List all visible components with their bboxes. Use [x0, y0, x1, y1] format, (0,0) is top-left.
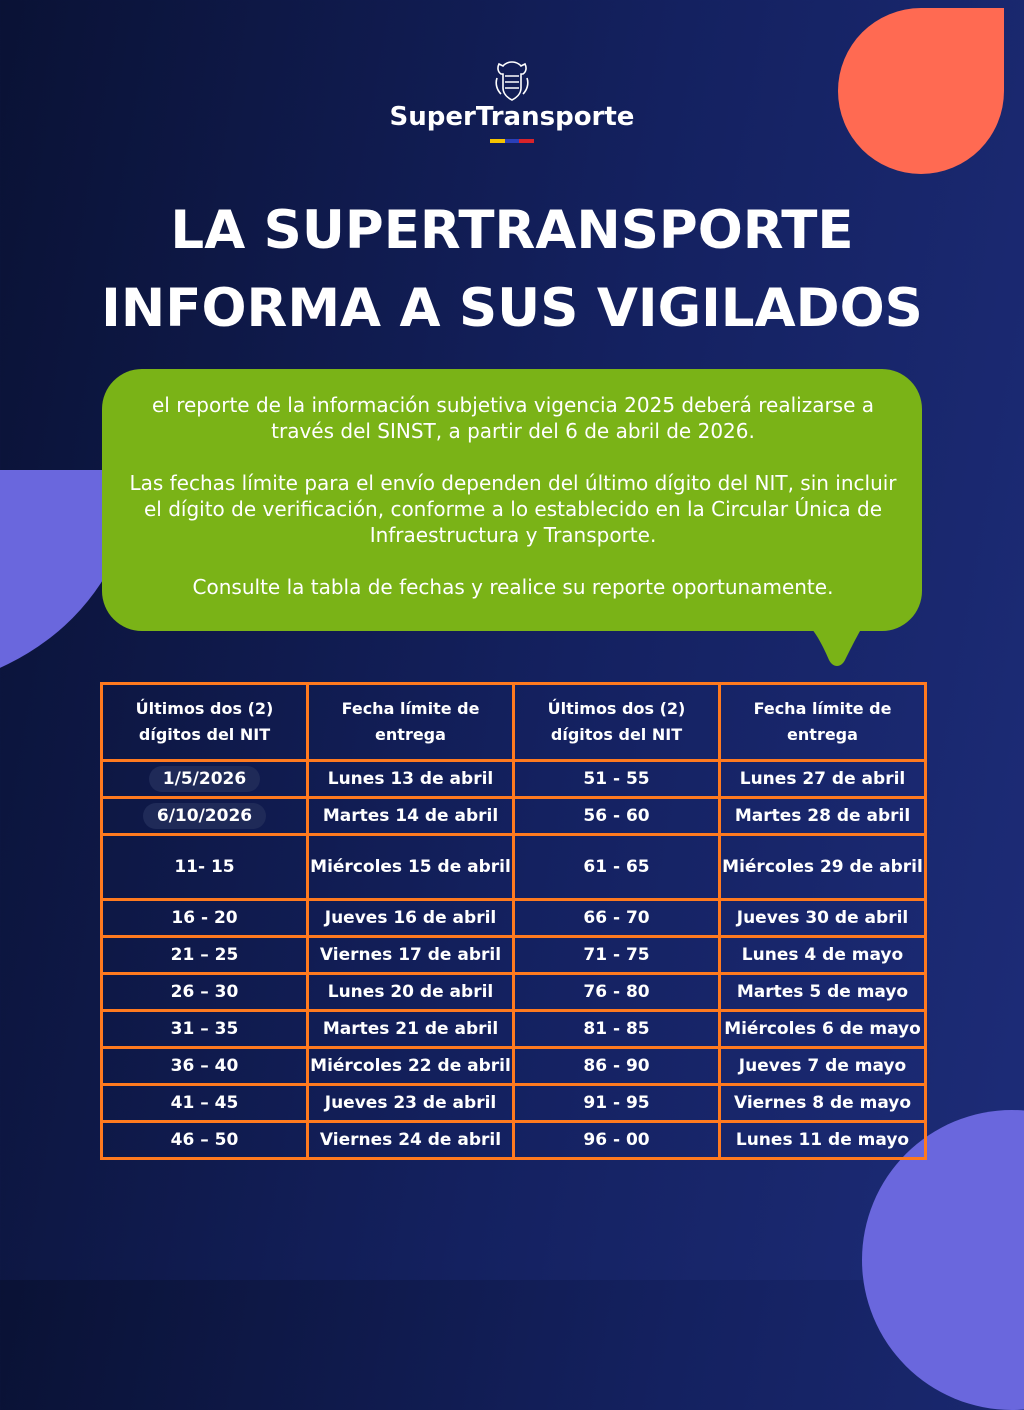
brand-logo — [362, 52, 662, 152]
nit-range-cell: 86 - 90 — [514, 1048, 720, 1085]
table-row — [102, 1122, 926, 1159]
nit-range-cell: 91 - 95 — [514, 1085, 720, 1122]
deadline-cell: Lunes 11 de mayo — [720, 1122, 926, 1159]
table-header-row — [102, 684, 926, 761]
deadline-cell: Lunes 20 de abril — [308, 974, 514, 1011]
headline-line-2: INFORMA A SUS VIGILADOS — [101, 278, 923, 339]
nit-range-cell: 66 - 70 — [514, 900, 720, 937]
nit-range-cell — [102, 761, 308, 798]
nit-range-cell: 31 – 35 — [102, 1011, 308, 1048]
nit-range-chip: 1/5/2026 — [149, 766, 260, 792]
nit-range-cell: 51 - 55 — [514, 761, 720, 798]
decorative-coral-drop — [838, 8, 1004, 174]
table-row — [102, 1011, 926, 1048]
deadline-cell: Lunes 4 de mayo — [720, 937, 926, 974]
deadline-cell: Miércoles 15 de abril — [308, 835, 514, 900]
column-header-nit-2: Últimos dos (2) dígitos del NIT — [514, 684, 720, 761]
column-header-date-1: Fecha límite de entrega — [308, 684, 514, 761]
nit-range-cell: 71 - 75 — [514, 937, 720, 974]
deadline-cell: Viernes 24 de abril — [308, 1122, 514, 1159]
brand-name: SuperTransporte — [389, 102, 635, 132]
notice-paragraph-1: el reporte de la información subjetiva vigencia 2025 deberá realizarse a través del SINST, a partir del 6 de abril de 2026. — [151, 393, 875, 443]
nit-range-cell: 36 – 40 — [102, 1048, 308, 1085]
deadline-cell: Jueves 23 de abril — [308, 1085, 514, 1122]
column-header-date-2: Fecha límite de entrega — [720, 684, 926, 761]
deadline-cell: Miércoles 29 de abril — [720, 835, 926, 900]
colombia-flag-stripe — [490, 139, 534, 143]
notice-paragraph-3: Consulte la tabla de fechas y realice su reporte oportunamente. — [192, 575, 834, 599]
table-row — [102, 974, 926, 1011]
deadline-cell: Martes 14 de abril — [308, 798, 514, 835]
deadline-cell: Viernes 17 de abril — [308, 937, 514, 974]
deadline-cell: Miércoles 22 de abril — [308, 1048, 514, 1085]
notice-paragraph-2: Las fechas límite para el envío dependen del último dígito del NIT, sin incluir el dígito de verificación, conforme a lo establecido en la Circular Única de Infraestructura y Transporte. — [129, 471, 897, 547]
table-row — [102, 937, 926, 974]
nit-range-cell: 46 – 50 — [102, 1122, 308, 1159]
nit-range-cell: 56 - 60 — [514, 798, 720, 835]
headline-line-1: LA SUPERTRANSPORTE — [170, 200, 854, 261]
nit-range-cell: 61 - 65 — [514, 835, 720, 900]
deadline-cell: Miércoles 6 de mayo — [720, 1011, 926, 1048]
nit-range-cell: 21 – 25 — [102, 937, 308, 974]
table-row — [102, 761, 926, 798]
deadline-cell: Lunes 13 de abril — [308, 761, 514, 798]
deadline-table — [100, 682, 927, 1160]
nit-range-cell: 76 - 80 — [514, 974, 720, 1011]
nit-range-cell: 16 - 20 — [102, 900, 308, 937]
deadline-cell: Martes 21 de abril — [308, 1011, 514, 1048]
nit-range-cell: 81 - 85 — [514, 1011, 720, 1048]
deadline-cell: Jueves 7 de mayo — [720, 1048, 926, 1085]
deadline-cell: Jueves 30 de abril — [720, 900, 926, 937]
deadline-cell: Viernes 8 de mayo — [720, 1085, 926, 1122]
table-row — [102, 900, 926, 937]
notice-text — [118, 392, 908, 600]
table-row — [102, 798, 926, 835]
deadline-cell: Martes 5 de mayo — [720, 974, 926, 1011]
table-row — [102, 1048, 926, 1085]
deadline-cell: Martes 28 de abril — [720, 798, 926, 835]
table-row — [102, 835, 926, 900]
table-row — [102, 1085, 926, 1122]
coat-of-arms-icon — [489, 58, 535, 104]
nit-range-cell: 26 – 30 — [102, 974, 308, 1011]
deadline-cell: Jueves 16 de abril — [308, 900, 514, 937]
nit-range-chip: 6/10/2026 — [143, 803, 266, 829]
nit-range-cell: 11- 15 — [102, 835, 308, 900]
nit-range-cell: 41 – 45 — [102, 1085, 308, 1122]
nit-range-cell — [102, 798, 308, 835]
column-header-nit-1: Últimos dos (2) dígitos del NIT — [102, 684, 308, 761]
deadline-cell: Lunes 27 de abril — [720, 761, 926, 798]
nit-range-cell: 96 - 00 — [514, 1122, 720, 1159]
notice-bubble-tail — [805, 610, 869, 668]
